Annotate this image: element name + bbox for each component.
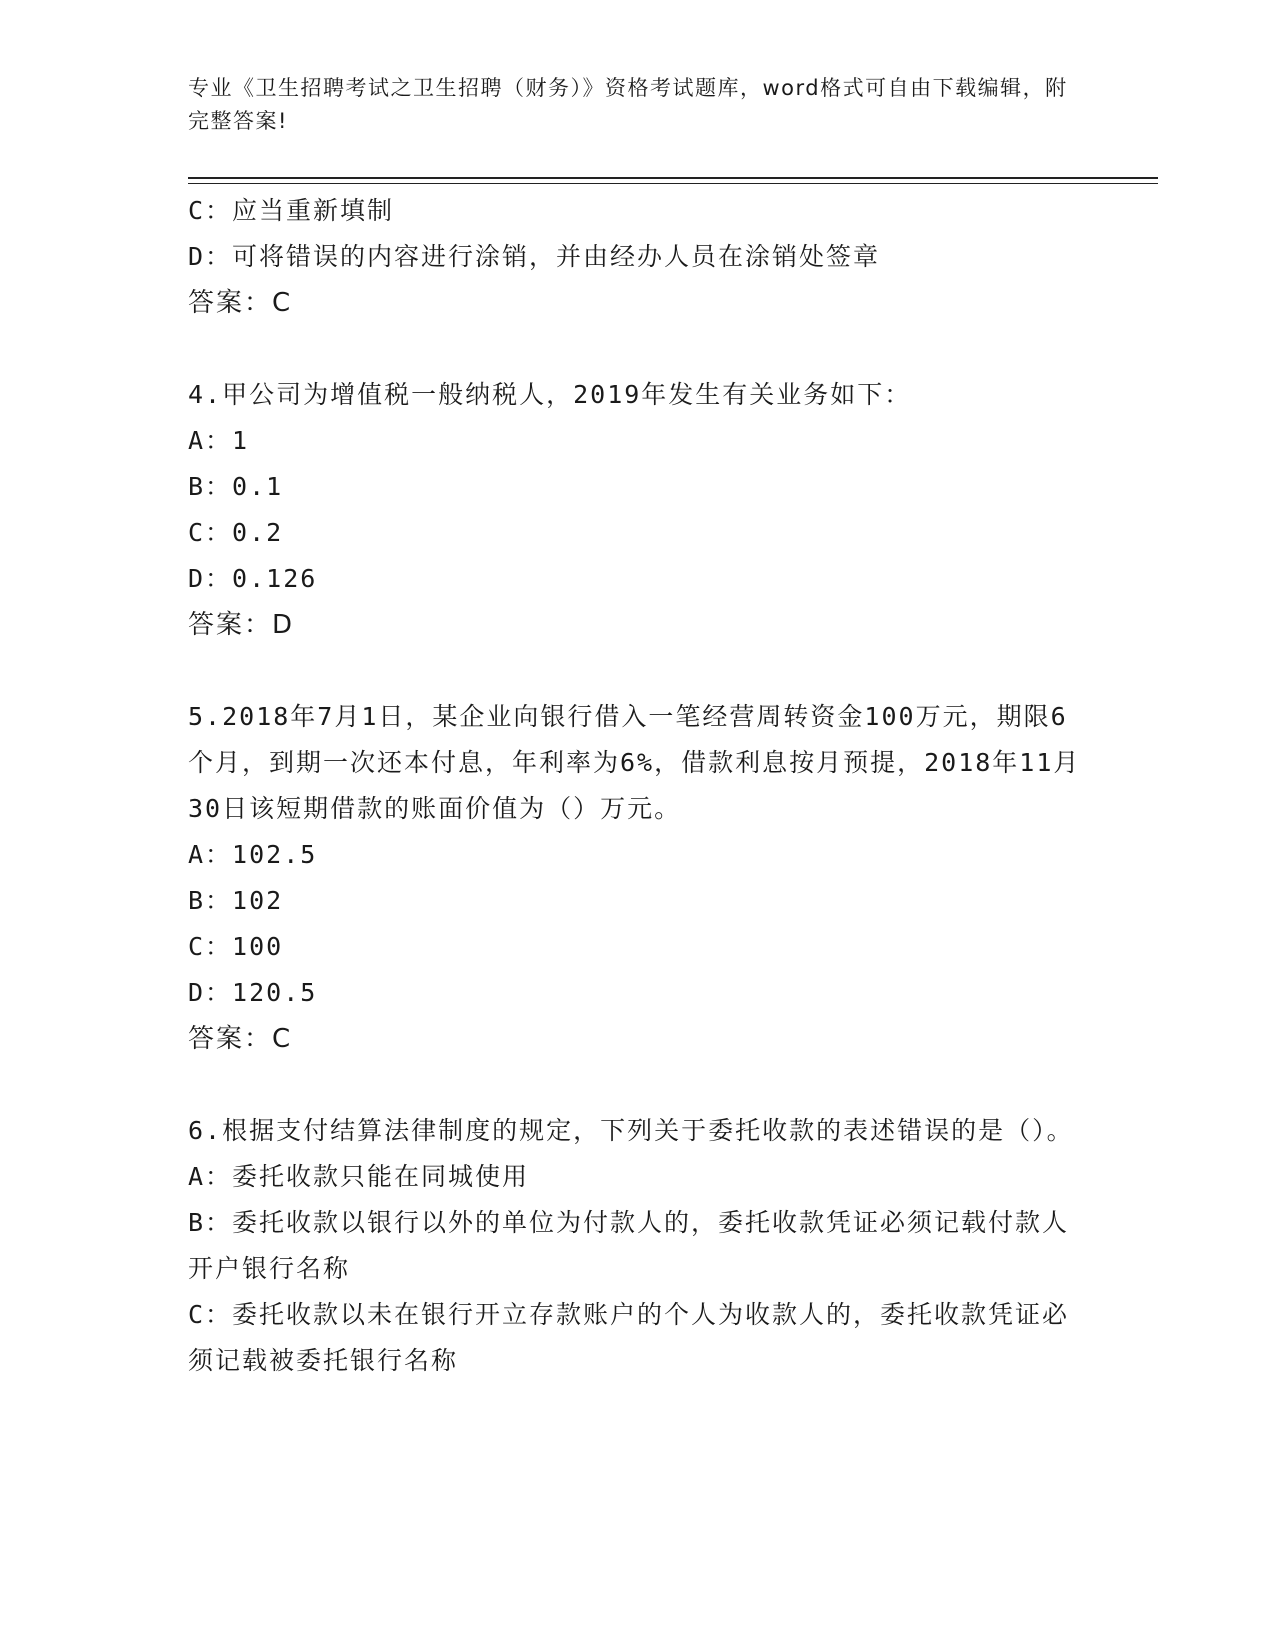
option-a: A：102.5 xyxy=(188,840,318,869)
option-d: D：120.5 xyxy=(188,978,318,1007)
option-c: C：委托收款以未在银行开立存款账户的个人为收款人的，委托收款凭证必须记载被委托银行名称 xyxy=(188,1300,1070,1375)
question-5 xyxy=(188,694,1088,1062)
question-stem: 6.根据支付结算法律制度的规定，下列关于委托收款的表述错误的是（）。 xyxy=(188,1116,1074,1145)
header-rule-thin xyxy=(188,183,1158,184)
question-list xyxy=(188,188,1088,1384)
option-d: D：0.126 xyxy=(188,564,318,593)
option-a: A：1 xyxy=(188,426,250,455)
answer-line: 答案：D xyxy=(188,610,295,640)
option-c: C：0.2 xyxy=(188,518,284,547)
option-b: B：委托收款以银行以外的单位为付款人的，委托收款凭证必须记载付款人开户银行名称 xyxy=(188,1208,1070,1283)
question-stem: 4.甲公司为增值税一般纳税人，2019年发生有关业务如下： xyxy=(188,380,912,409)
document-header: 专业《卫生招聘考试之卫生招聘（财务）》资格考试题库，word格式可自由下载编辑，附完整答案! xyxy=(188,76,1068,133)
header-rule-thick xyxy=(188,177,1158,179)
option-b: B：0.1 xyxy=(188,472,284,501)
option-c: C：应当重新填制 xyxy=(188,196,395,225)
previous-question-tail xyxy=(188,188,1088,326)
option-b: B：102 xyxy=(188,886,284,915)
question-4 xyxy=(188,372,1088,648)
option-a: A：委托收款只能在同城使用 xyxy=(188,1162,530,1191)
question-stem: 5.2018年7月1日，某企业向银行借入一笔经营周转资金100万元，期限6个月，到期一次还本付息，年利率为6%，借款利息按月预提，2018年11月30日该短期借款的账面价值为（）万元。 xyxy=(188,702,1081,823)
question-6 xyxy=(188,1108,1088,1384)
option-d: D：可将错误的内容进行涂销，并由经办人员在涂销处签章 xyxy=(188,242,881,271)
answer-line: 答案：C xyxy=(188,288,293,318)
answer-line: 答案：C xyxy=(188,1024,293,1054)
option-c: C：100 xyxy=(188,932,284,961)
